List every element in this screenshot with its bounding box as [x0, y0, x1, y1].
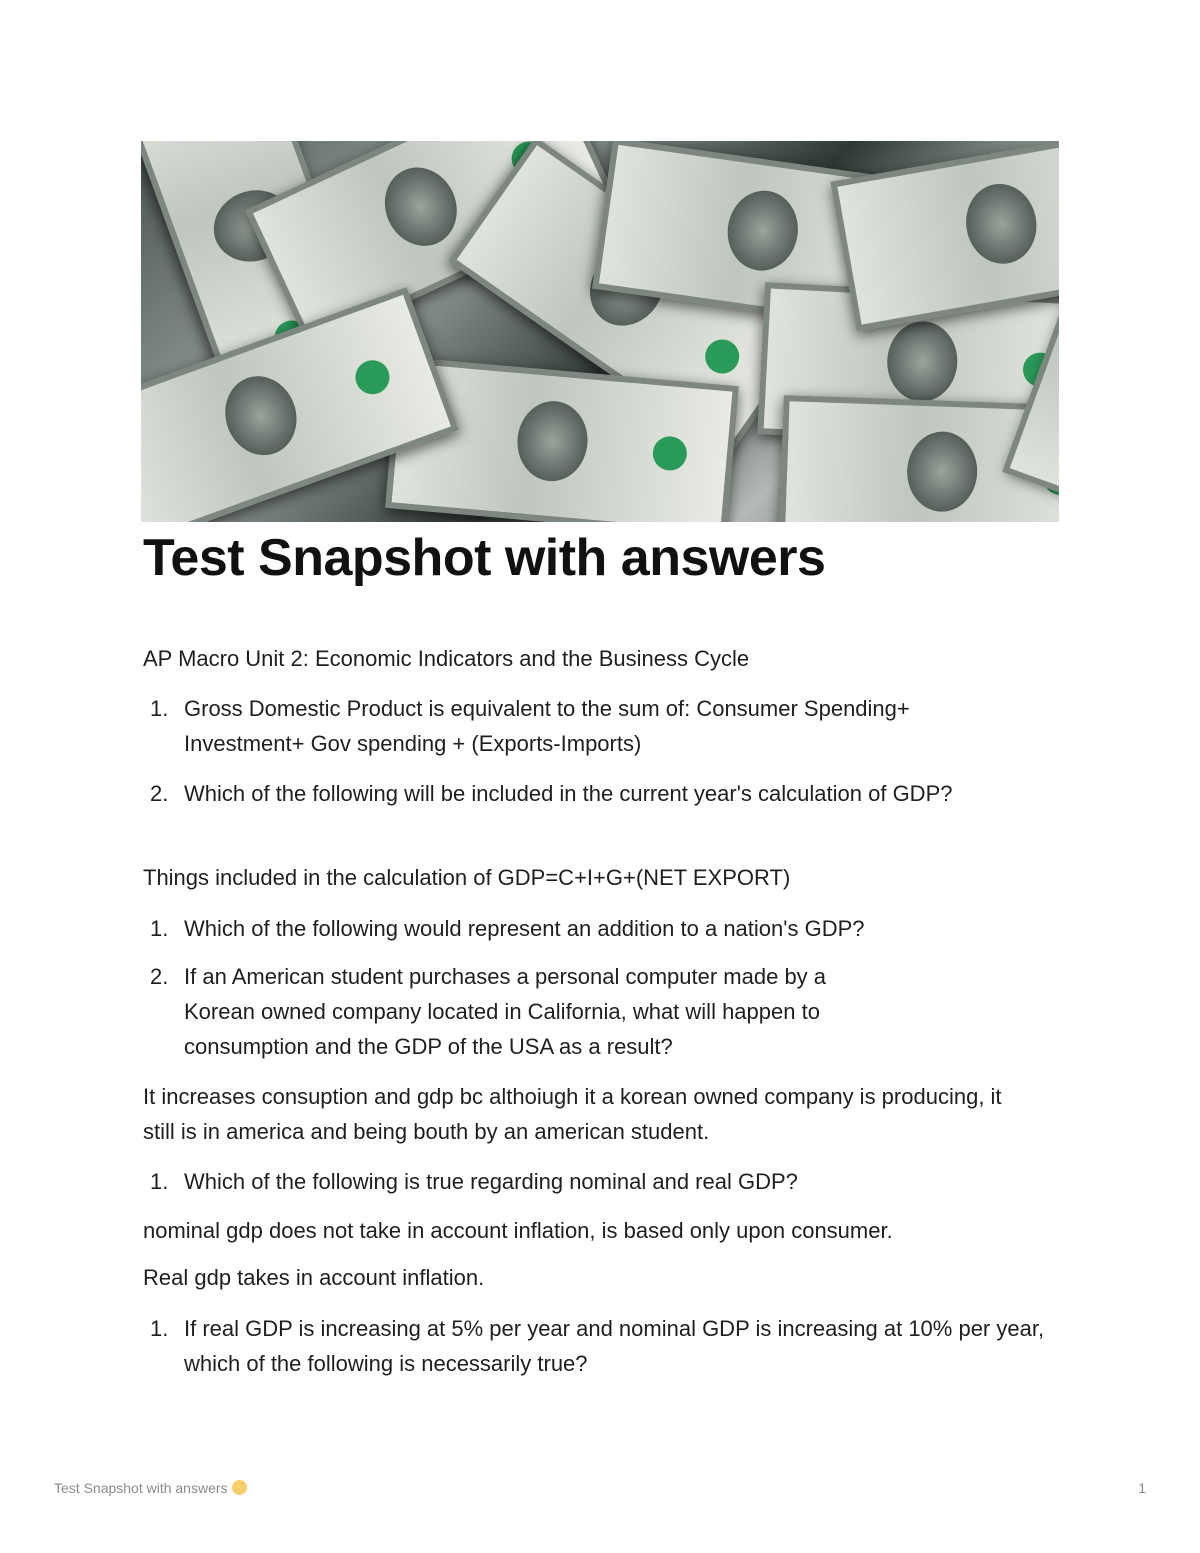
paragraph: Real gdp takes in account inflation. [143, 1265, 485, 1290]
footer-title-text: Test Snapshot with answers [54, 1480, 228, 1496]
list-item [150, 776, 1030, 811]
list-item [150, 1311, 1045, 1381]
list-text: Which of the following will be included in the current year's calculation of GDP? [184, 781, 953, 806]
list-text: Gross Domestic Product is equivalent to the sum of: Consumer Spending+ Investment+ Gov spending + (Exports-Imports) [184, 696, 910, 756]
list-number: 1. [150, 1169, 169, 1194]
page-title: Test Snapshot with answers [143, 529, 826, 587]
cover-image-dollar-bills [141, 141, 1059, 522]
paragraph: nominal gdp does not take in account inflation, is based only upon consumer. [143, 1218, 893, 1243]
paragraph: It increases consuption and gdp bc althoiugh it a korean owned company is producing, it still is in america and being bouth by an american student. [143, 1084, 1002, 1144]
list-number: 1. [150, 1316, 169, 1341]
page-number: 1 [1138, 1480, 1146, 1496]
list-number: 2. [150, 964, 169, 989]
list-item [150, 1164, 1030, 1199]
list-item [150, 691, 1030, 761]
list-text: Which of the following would represent an addition to a nation's GDP? [184, 916, 865, 941]
footer-title [54, 1480, 247, 1496]
list-text: If real GDP is increasing at 5% per year and nominal GDP is increasing at 10% per year, which of the following is necessarily true? [184, 1316, 1045, 1376]
list-number: 2. [150, 781, 169, 806]
list-item [150, 911, 1030, 946]
smirk-face-icon [232, 1480, 247, 1495]
list-number: 1. [150, 916, 169, 941]
list-text: Which of the following is true regarding nominal and real GDP? [184, 1169, 798, 1194]
paragraph: Things included in the calculation of GDP=C+I+G+(NET EXPORT) [143, 865, 791, 890]
list-text: If an American student purchases a personal computer made by a Korean owned company located in California, what will happen to consumption and the GDP of the USA as a result? [184, 964, 827, 1059]
list-number: 1. [150, 696, 169, 721]
list-item [150, 959, 1030, 1064]
subtitle: AP Macro Unit 2: Economic Indicators and the Business Cycle [143, 646, 750, 671]
